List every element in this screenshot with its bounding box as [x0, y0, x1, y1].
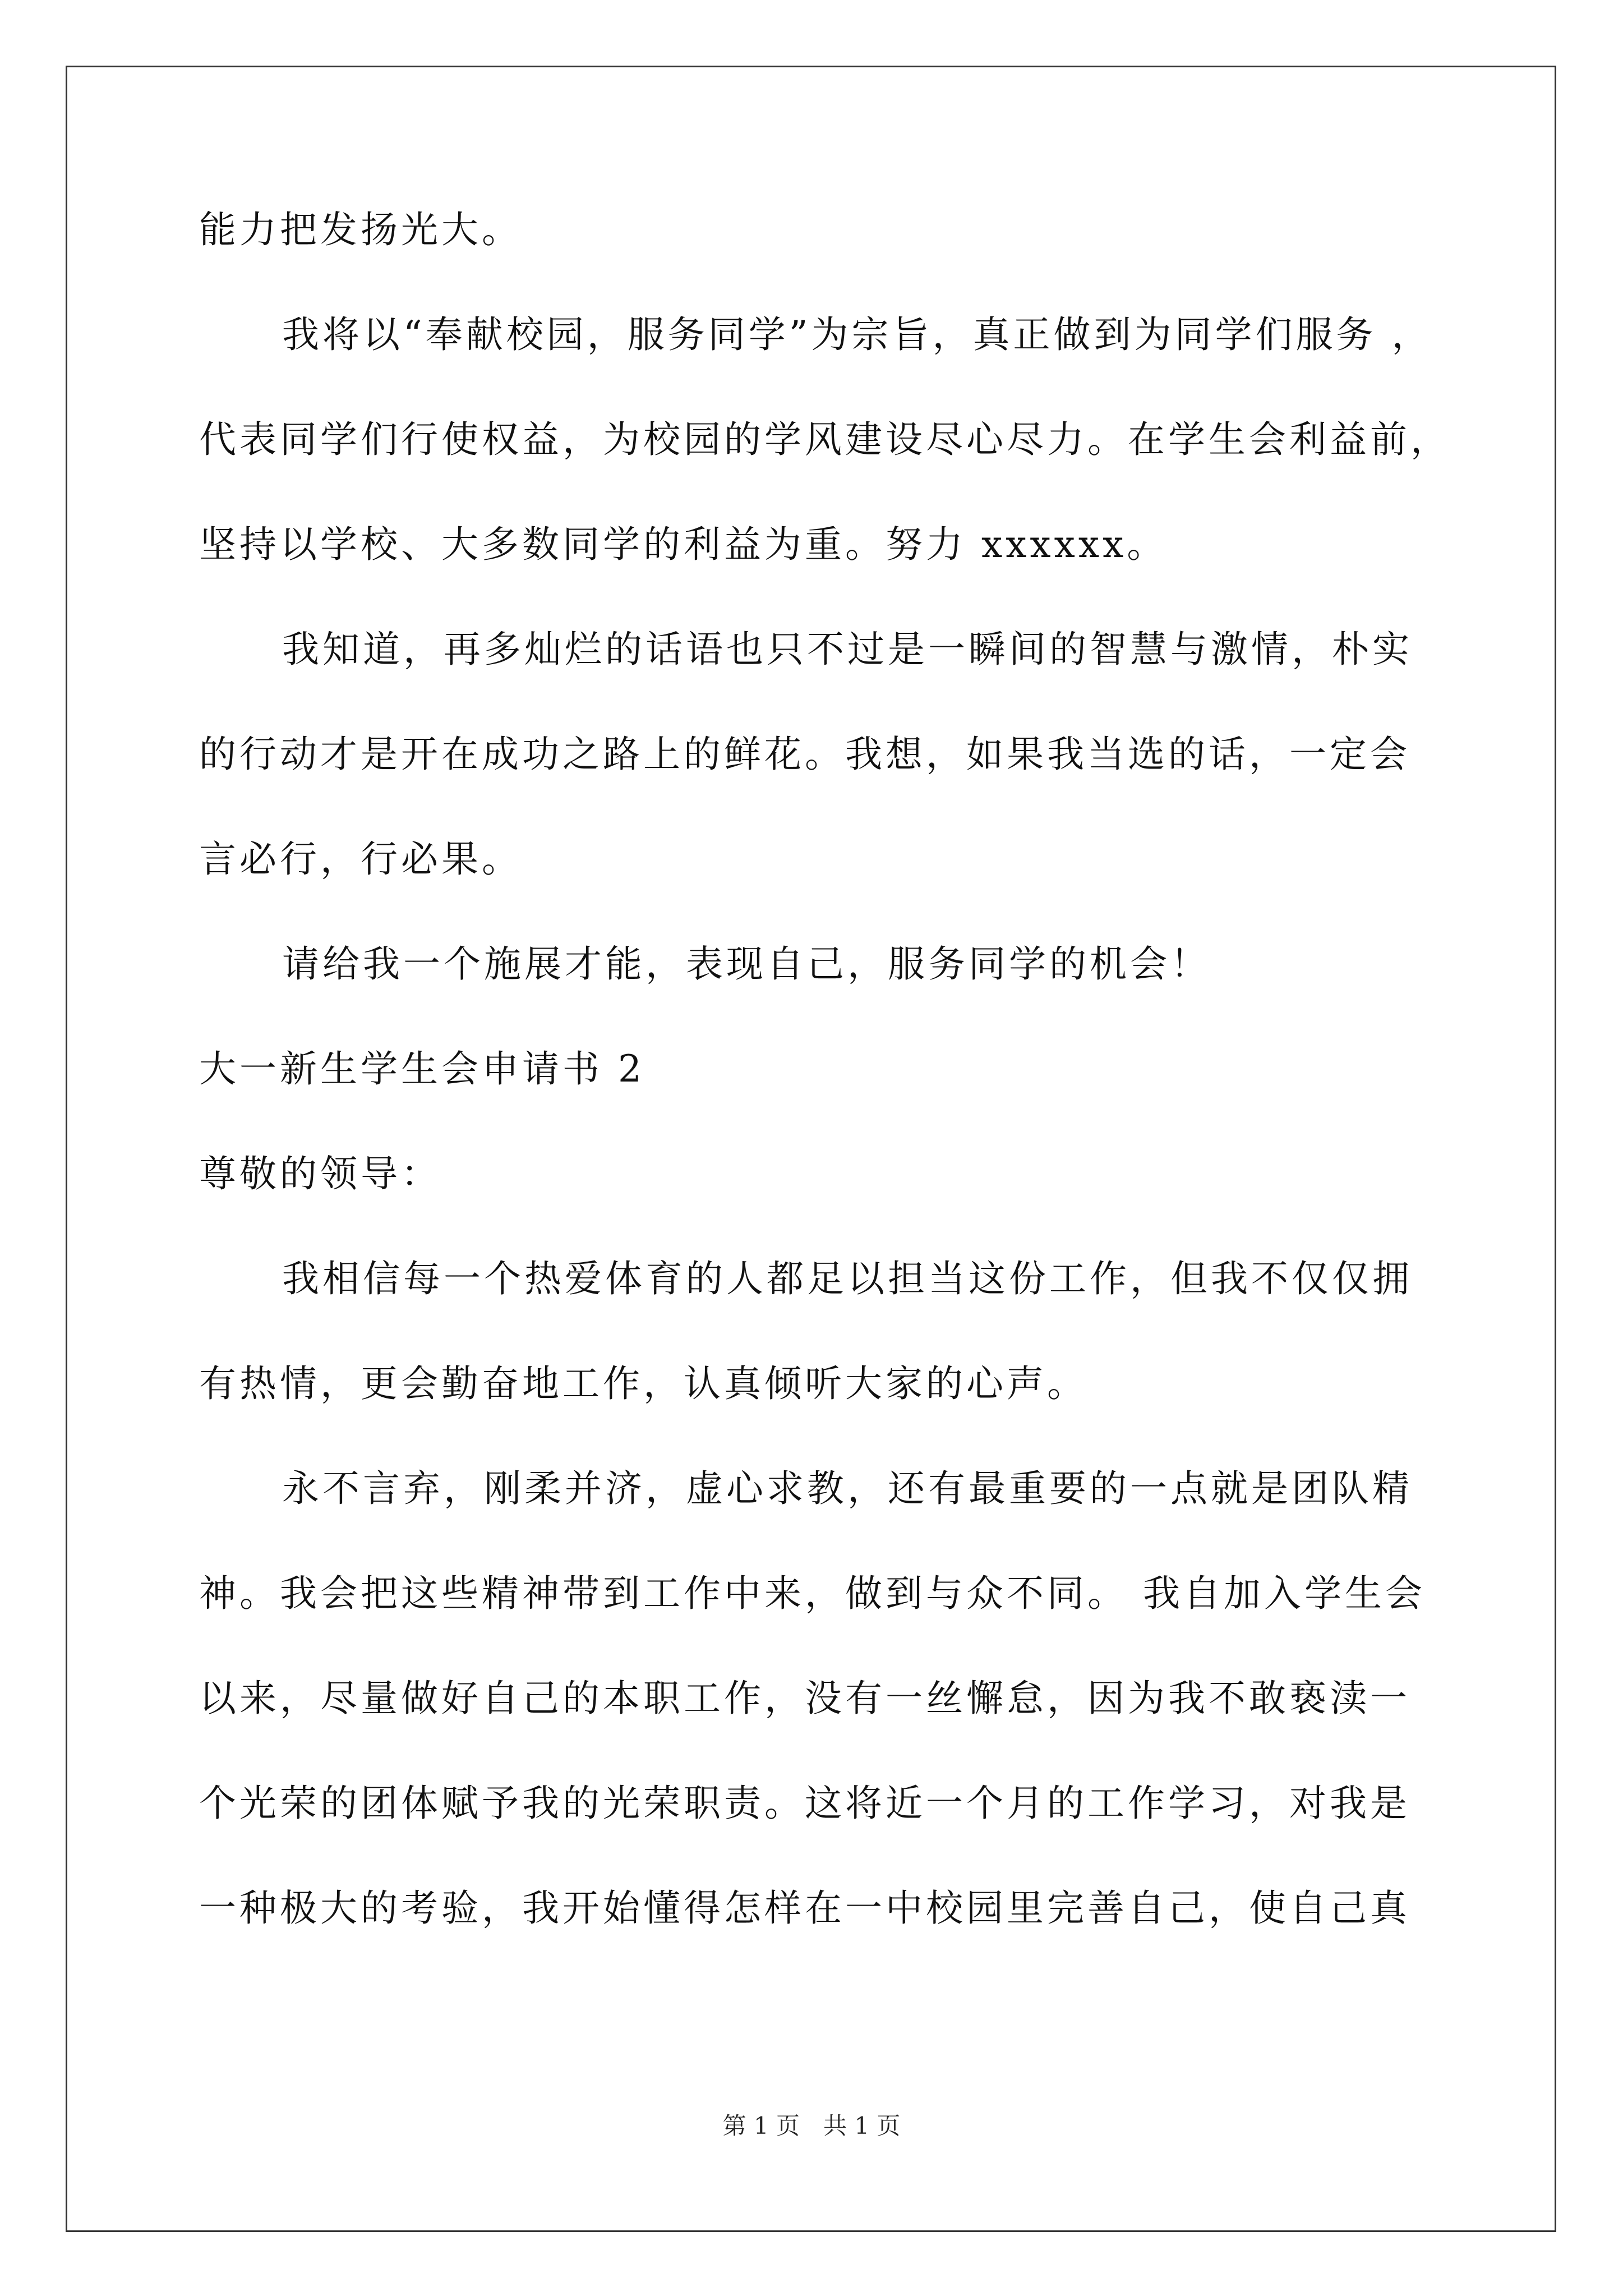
text-line: 的行动才是开在成功之路上的鲜花。我想，如果我当选的话，一定会 [199, 733, 1410, 776]
text-line: 以来，尽量做好自己的本职工作，没有一丝懈怠，因为我不敢亵渎一 [199, 1677, 1410, 1720]
text-line: 我知道，再多灿烂的话语也只不过是一瞬间的智慧与激情，朴实 [282, 628, 1413, 671]
text-line: 我相信每一个热爱体育的人都足以担当这份工作，但我不仅仅拥 [282, 1257, 1413, 1300]
text-line: 请给我一个施展才能，表现自己，服务同学的机会！ [282, 942, 1211, 986]
page-number-footer: 第 1 页 共 1 页 [722, 2112, 901, 2139]
text-line: 能力把发扬光大。 [199, 208, 522, 251]
text-line: 有热情，更会勤奋地工作，认真倾听大家的心声。 [199, 1362, 1087, 1405]
section-heading: 大一新生学生会申请书 2 [199, 1047, 645, 1091]
text-line: 言必行，行必果。 [199, 838, 522, 881]
text-line: 坚持以学校、大多数同学的利益为重。努力 xxxxxx。 [199, 523, 1168, 566]
text-line: 我将以“奉献校园，服务同学”为宗旨，真正做到为同学们服务 ， [282, 313, 1432, 356]
salutation: 尊敬的领导： [199, 1152, 441, 1195]
text-line: 永不言弃，刚柔并济，虚心求教，还有最重要的一点就是团队精 [282, 1467, 1413, 1510]
text-line: 个光荣的团体赋予我的光荣职责。这将近一个月的工作学习，对我是 [199, 1782, 1410, 1825]
text-line: 一种极大的考验，我开始懂得怎样在一中校园里完善自己，使自己真 [199, 1887, 1410, 1930]
text-line: 神。我会把这些精神带到工作中来，做到与众不同。 我自加入学生会 [199, 1572, 1426, 1615]
text-line: 代表同学们行使权益，为校园的学风建设尽心尽力。在学生会利益前， [199, 418, 1451, 461]
